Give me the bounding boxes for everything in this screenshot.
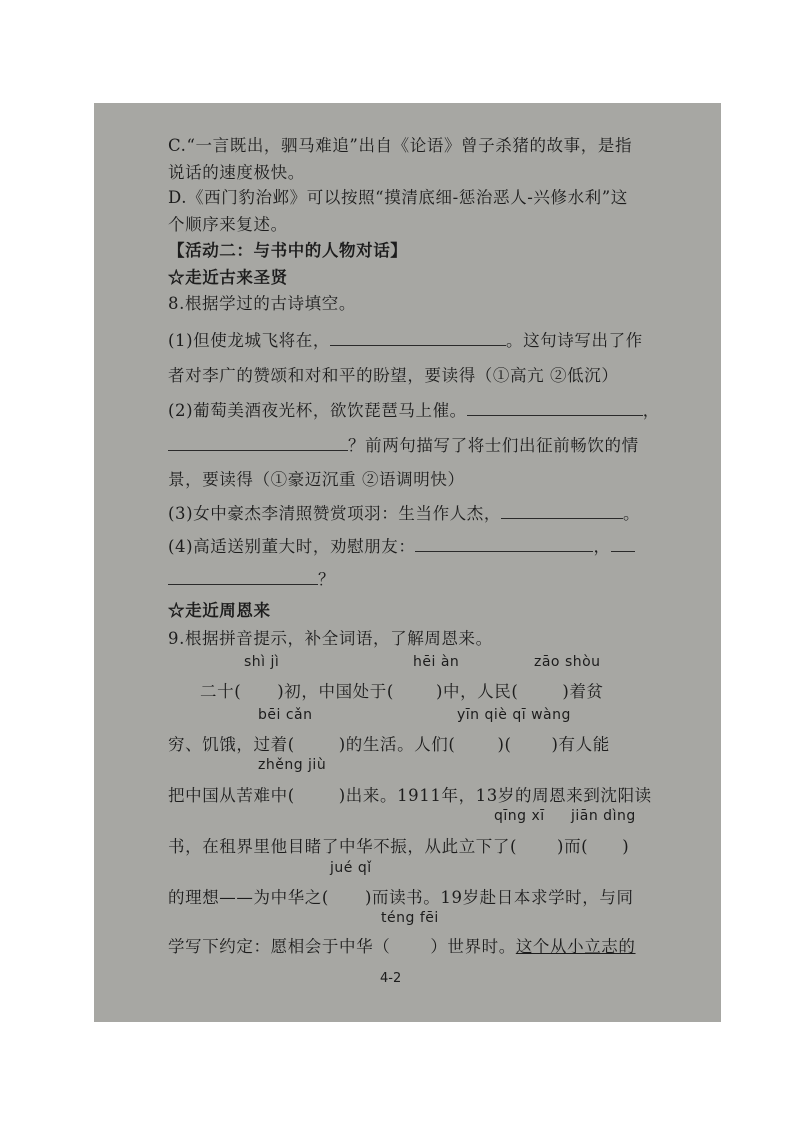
- q9-text: )的生活。人们(: [338, 735, 456, 754]
- q9-text: ): [622, 837, 630, 856]
- q8-item4-text-b: ，: [593, 537, 611, 556]
- q8-item4-line1: [168, 533, 635, 557]
- q9-line1: [200, 678, 604, 702]
- pinyin-hint: jiān dìng: [571, 808, 636, 824]
- pinyin-hint: zhěng jiù: [258, 757, 327, 773]
- q9-text: 穷、饥饿，过着(: [168, 735, 295, 754]
- answer-blank[interactable]: [415, 537, 593, 552]
- q8-item1-text-a: (1)但使龙城飞将在，: [168, 331, 330, 350]
- pinyin-hint: zāo shòu: [534, 654, 601, 670]
- option-c-line2: 说话的速度极快。: [168, 163, 305, 182]
- q9-line2: [168, 731, 610, 755]
- q8-item2-line2: [168, 432, 639, 456]
- q8-item3-line: [168, 500, 640, 524]
- q8-item3-text-b: 。: [622, 504, 641, 523]
- q8-item1-line2: 者对李广的赞颂和对和平的盼望，要读得（①高亢 ②低沉）: [168, 366, 619, 385]
- q9-text: ）世界时。: [430, 937, 516, 956]
- q9-text: )有人能: [551, 735, 610, 754]
- pinyin-hint: qīng xī: [494, 808, 545, 824]
- pinyin-hint: jué qǐ: [330, 860, 372, 876]
- option-c-line1: C.“一言既出，驷马难追”出自《论语》曾子杀猪的故事，是指: [168, 136, 633, 155]
- section-title-zhou: ☆走近周恩来: [168, 601, 271, 620]
- option-d-line2: 个顺序来复述。: [168, 215, 288, 234]
- question-9-stem: 9.根据拼音提示，补全词语，了解周恩来。: [168, 629, 493, 648]
- pinyin-hint: téng fēi: [381, 910, 439, 926]
- q8-item2-line1: [168, 397, 660, 421]
- pinyin-hint: hēi àn: [413, 654, 460, 670]
- q9-text: )初，中国处于(: [277, 682, 394, 701]
- q9-text: )(: [497, 735, 512, 754]
- question-8-stem: 8.根据学过的古诗填空。: [168, 294, 356, 313]
- q9-text: 把中国从苦难中(: [168, 786, 295, 805]
- answer-blank[interactable]: [330, 331, 506, 346]
- q8-item3-text-a: (3)女中豪杰李清照赞赏项羽：生当作人杰，: [168, 504, 501, 523]
- q8-item4-line2: [168, 566, 335, 590]
- answer-blank[interactable]: [168, 436, 348, 451]
- q9-text: )中，人民(: [435, 682, 519, 701]
- q9-text: 二十(: [200, 682, 242, 701]
- q9-text: )出来。1911年，13岁的周恩来到沈阳读: [338, 786, 652, 805]
- q9-text: )而(: [557, 837, 589, 856]
- q8-item2-text-b: ，: [642, 401, 660, 420]
- q9-line3: [168, 782, 652, 806]
- answer-blank[interactable]: [467, 401, 643, 416]
- q8-item4-text-a: (4)高适送别董大时，劝慰朋友：: [168, 537, 416, 556]
- q8-item1-line1: [168, 327, 643, 351]
- pinyin-hint: yīn qiè qī wàng: [457, 707, 571, 723]
- q9-text: 学写下约定：愿相会于中华（: [168, 937, 391, 956]
- answer-blank[interactable]: [501, 504, 623, 519]
- q9-text: )而读书。19岁赴日本求学时，与同: [364, 888, 634, 907]
- answer-blank[interactable]: [611, 537, 635, 552]
- q8-item2-text-a: (2)葡萄美酒夜光杯，欲饮琵琶马上催。: [168, 401, 467, 420]
- q8-item4-end: ？: [318, 570, 336, 589]
- pinyin-hint: bēi cǎn: [258, 707, 313, 723]
- q9-text: 的理想——为中华之(: [168, 888, 329, 907]
- answer-blank[interactable]: [168, 570, 318, 585]
- q8-item1-text-b: 。这句诗写出了作: [505, 331, 643, 350]
- q9-text: 书，在租界里他目睹了中华不振，从此立下了(: [168, 837, 518, 856]
- q9-line6: [168, 933, 636, 957]
- q9-text: )着贫: [562, 682, 604, 701]
- q9-line5: [168, 884, 634, 908]
- q8-item2-line3: 景，要读得（①豪迈沉重 ②语调明快）: [168, 470, 465, 489]
- q8-item2-text-c: ？前两句描写了将士们出征前畅饮的情: [348, 436, 639, 455]
- option-d-line1: D.《西门豹治邺》可以按照“摸清底细-惩治恶人-兴修水利”这: [168, 188, 628, 207]
- activity-heading: 【活动二：与书中的人物对话】: [168, 241, 408, 260]
- page-number: 4-2: [380, 971, 402, 986]
- underlined-text: 这个从小立志的: [515, 937, 636, 956]
- section-title-sages: ☆走近古来圣贤: [168, 268, 288, 287]
- q9-line4: [168, 833, 629, 857]
- pinyin-hint: shì jì: [244, 654, 280, 670]
